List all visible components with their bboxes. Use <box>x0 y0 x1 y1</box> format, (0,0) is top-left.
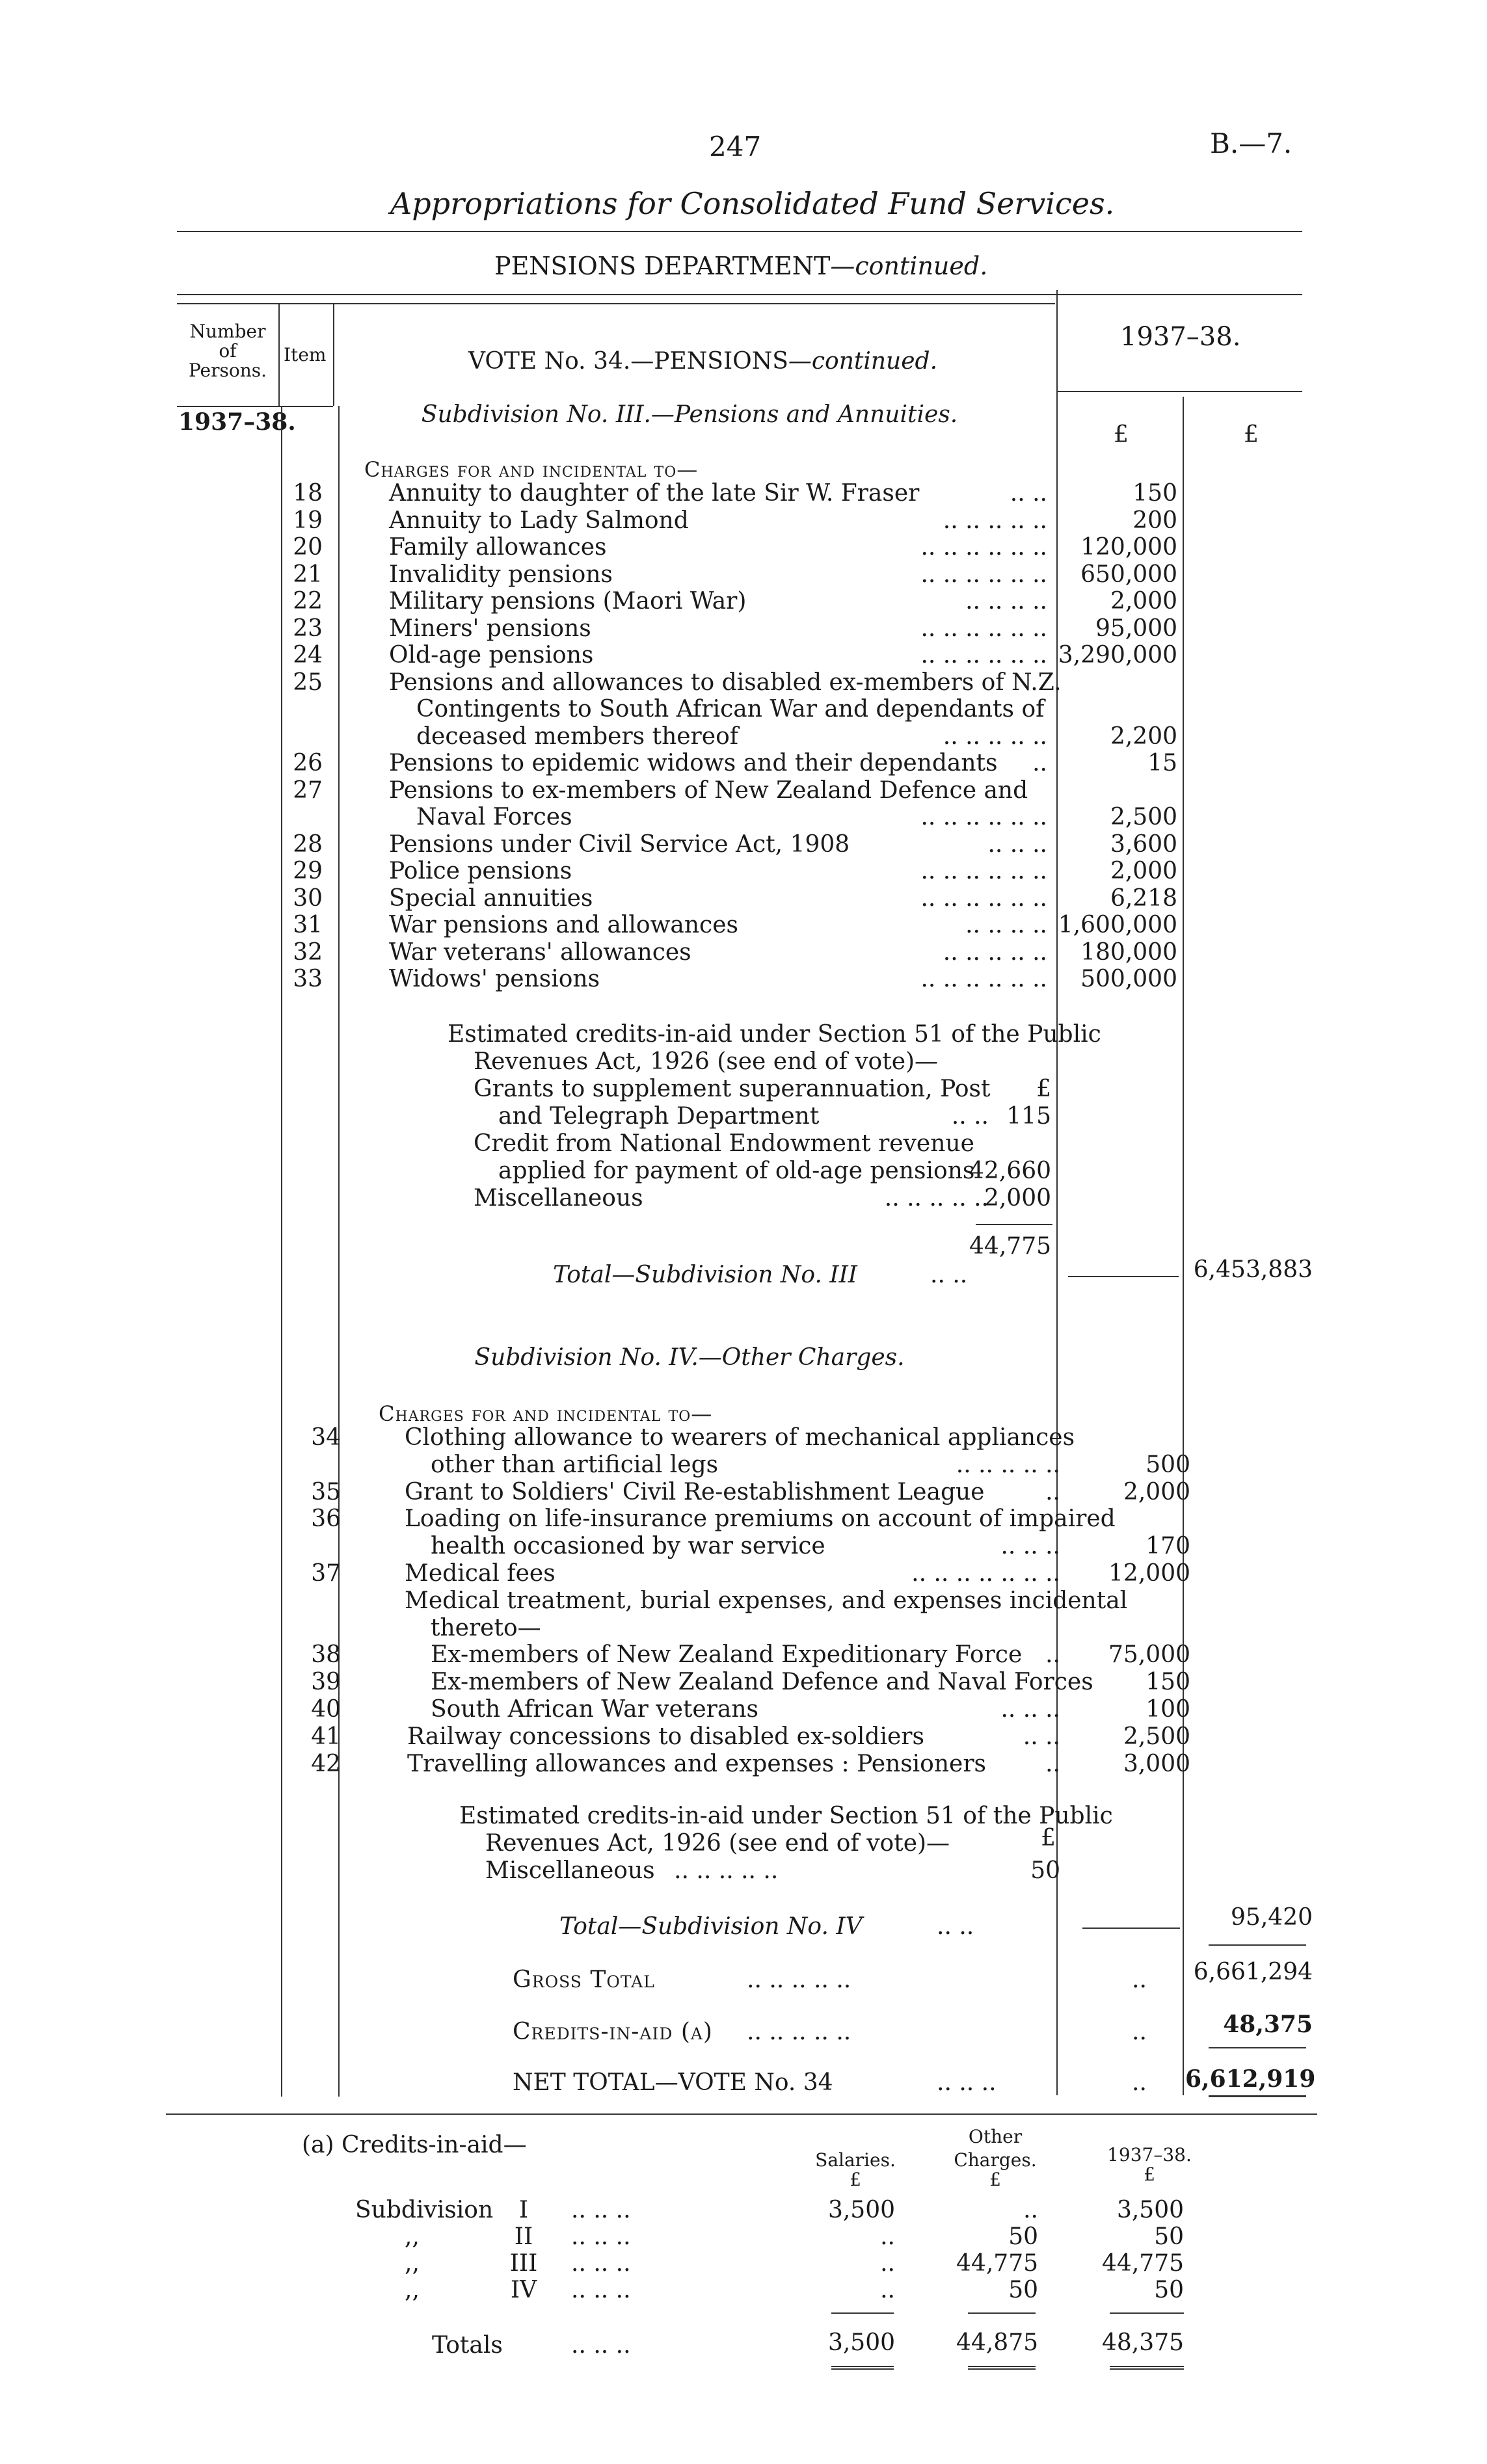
vote-title-main: VOTE No. 34.—PENSIONS <box>468 348 788 375</box>
rule <box>831 2366 894 2370</box>
leader-dots: .. .. .. <box>987 830 1047 858</box>
credits-miscellaneous-amount: 50 <box>1030 1857 1060 1884</box>
item-amount: 12,000 <box>1108 1560 1190 1587</box>
item-amount: 15 <box>1147 750 1177 776</box>
gross-total: 6,661,294 <box>1193 1959 1313 1985</box>
footnote-row-name: ,, <box>405 2223 420 2250</box>
footnote-pound-year: £ <box>1144 2164 1155 2185</box>
rule <box>1209 2095 1306 2097</box>
leader-dots: .. .. .. <box>571 2197 631 2223</box>
item-number: 21 <box>293 561 323 588</box>
footnote-row-roman: III <box>509 2250 538 2277</box>
footnote-row-salaries: .. <box>880 2250 895 2277</box>
item-amount: 75,000 <box>1108 1641 1190 1669</box>
item-label: Railway concessions to disabled ex-soldiers <box>407 1723 924 1750</box>
item-label: Annuity to daughter of the late Sir W. Fraser <box>389 480 920 507</box>
footnote-row-other: 50 <box>1008 2277 1038 2303</box>
leader-dots: .. .. .. .. .. .. <box>920 534 1047 561</box>
item-number: 41 <box>311 1723 341 1750</box>
leader-dots: .. .. .. <box>1000 1533 1060 1560</box>
credits-in-aid: 48,375 <box>1223 2011 1313 2038</box>
item-label: South African War veterans <box>431 1696 759 1723</box>
item-amount: 3,290,000 <box>1058 642 1177 669</box>
footnote-total-other: 44,875 <box>956 2329 1038 2356</box>
item-label: Medical treatment, burial expenses, and expenses incidental <box>405 1587 1128 1614</box>
item-number: 29 <box>293 858 323 884</box>
item-label: Pensions under Civil Service Act, 1908 <box>389 830 850 858</box>
footnote-pound-other: £ <box>989 2169 1001 2190</box>
rule <box>177 303 1055 304</box>
rule <box>166 2113 1317 2115</box>
footnote-col-other-1: Other <box>968 2126 1023 2147</box>
item-label: Pensions to ex-members of New Zealand Defence and <box>389 776 1028 804</box>
item-amount: 2,000 <box>1110 858 1177 884</box>
leader-dots: .. .. .. <box>571 2250 631 2277</box>
leader-dots: .. .. .. .. .. .. <box>920 615 1047 642</box>
rule <box>1110 2366 1184 2370</box>
item-amount: 6,218 <box>1110 884 1177 912</box>
item-label: Ex-members of New Zealand Expeditionary Force <box>431 1641 1023 1669</box>
credits-miscellaneous-label: Miscellaneous <box>485 1857 655 1884</box>
subdivision-4-heading: Subdivision No. IV.—Other Charges. <box>474 1344 905 1371</box>
rule <box>1082 1927 1180 1929</box>
item-label: Pensions and allowances to disabled ex-members of N.Z. <box>389 669 1062 696</box>
rule <box>831 2312 894 2314</box>
item-number: 27 <box>293 776 323 804</box>
item-number: 42 <box>311 1750 341 1777</box>
subdivision-4-total: 95,420 <box>1231 1904 1313 1931</box>
footnote-col-year: 1937–38. <box>1107 2144 1192 2166</box>
subdivision-3-total-label: Total—Subdivision No. III <box>553 1262 858 1288</box>
document-reference: B.—7. <box>1210 127 1293 159</box>
subdivision-3-heading: Subdivision No. III.—Pensions and Annuities. <box>421 401 958 428</box>
leader-dots: .. .. .. .. .. .. <box>920 642 1047 669</box>
net-total-mid-dots: .. <box>1132 2069 1147 2096</box>
leader-dots: .. <box>1045 1478 1060 1505</box>
net-total-label: NET TOTAL—VOTE No. 34 <box>513 2069 833 2096</box>
subdivision-3-charges: Charges for and incidental to— <box>364 457 699 482</box>
credits-intro-line-2: Revenues Act, 1926 (see end of vote)— <box>485 1830 950 1857</box>
item-number: 24 <box>293 642 323 669</box>
credits-miscellaneous-dots: .. .. .. .. .. <box>674 1857 779 1884</box>
item-amount: 3,600 <box>1110 830 1177 858</box>
item-number: 31 <box>293 912 323 938</box>
item-amount: 2,200 <box>1110 722 1177 750</box>
item-number: 26 <box>293 750 323 776</box>
item-amount: 1,600,000 <box>1058 912 1177 938</box>
item-label: Medical fees <box>405 1560 556 1587</box>
subdivision-4-charges: Charges for and incidental to— <box>379 1401 713 1426</box>
credit-label: applied for payment of old-age pensions <box>498 1158 975 1184</box>
item-amount: 2,500 <box>1110 804 1177 830</box>
item-number: 37 <box>311 1560 341 1587</box>
item-number: 35 <box>311 1478 341 1505</box>
credits-intro-line-1: Estimated credits-in-aid under Section 51 of the Public <box>448 1021 1101 1048</box>
item-label: Widows' pensions <box>389 966 600 992</box>
rule <box>1209 2047 1306 2048</box>
item-label: War veterans' allowances <box>389 938 691 966</box>
footnote-pound-salaries: £ <box>850 2169 861 2190</box>
credit-amount: 2,000 <box>984 1185 1051 1212</box>
credits-intro-line-1: Estimated credits-in-aid under Section 51 of the Public <box>459 1803 1113 1829</box>
item-number: 39 <box>311 1669 341 1696</box>
item-label: Annuity to Lady Salmond <box>389 507 689 534</box>
leader-dots: .. .. .. .. .. .. <box>920 858 1047 884</box>
rule <box>338 406 340 2097</box>
item-amount: 100 <box>1145 1696 1190 1723</box>
rule <box>1183 397 1184 2095</box>
item-number: 34 <box>311 1424 341 1451</box>
leader-dots: .. .. .. .. .. .. .. <box>911 1560 1060 1587</box>
subdivision-3-total-dots: .. .. <box>930 1262 968 1288</box>
item-amount: 500,000 <box>1080 966 1177 992</box>
item-amount: 95,000 <box>1095 615 1177 642</box>
subdivision-4-total-dots: .. .. <box>937 1913 974 1940</box>
footnote-row-year: 3,500 <box>1116 2197 1184 2223</box>
rule <box>177 294 1302 295</box>
footnote-col-salaries: Salaries. <box>815 2149 896 2171</box>
item-label: Military pensions (Maori War) <box>389 588 747 615</box>
item-number: 38 <box>311 1641 341 1669</box>
credits-pound-sign: £ <box>1041 1825 1056 1851</box>
item-amount: 2,000 <box>1123 1478 1190 1505</box>
vote-title <box>468 348 937 375</box>
rule <box>333 303 334 406</box>
credit-label: Grants to supplement superannuation, Post <box>474 1076 991 1102</box>
item-number: 25 <box>293 669 323 696</box>
item-label: deceased members thereof <box>416 722 739 750</box>
footnote-row-name: Subdivision <box>355 2197 494 2223</box>
item-amount: 3,000 <box>1123 1750 1190 1777</box>
rule <box>968 2312 1036 2314</box>
item-amount: 200 <box>1132 507 1177 534</box>
item-label: Pensions to epidemic widows and their dependants <box>389 750 998 776</box>
item-label: Invalidity pensions <box>389 561 613 588</box>
column-header-year: 1937–38. <box>1120 322 1241 352</box>
footnote-row-year: 44,775 <box>1102 2250 1184 2277</box>
credit-amount: £ <box>1036 1076 1051 1102</box>
credit-amount: 115 <box>1006 1103 1051 1130</box>
rule <box>1068 1276 1179 1277</box>
rule <box>1110 2312 1184 2314</box>
item-amount: 2,500 <box>1123 1723 1190 1750</box>
gross-total-dots: .. .. .. .. .. <box>747 1967 851 1993</box>
gross-total-label: Gross Total <box>513 1967 655 1993</box>
leader-dots: .. <box>1032 750 1047 776</box>
leader-dots: .. .. <box>951 1103 989 1130</box>
footnote-row-other: 50 <box>1008 2223 1038 2250</box>
department-heading <box>494 252 987 280</box>
subdivision-4-total-label: Total—Subdivision No. IV <box>559 1913 863 1940</box>
item-label: Special annuities <box>389 884 593 912</box>
rule <box>976 1224 1052 1225</box>
item-number: 23 <box>293 615 323 642</box>
item-amount: 120,000 <box>1080 534 1177 561</box>
leader-dots: .. .. .. .. <box>965 912 1047 938</box>
credits-total: 44,775 <box>969 1233 1051 1260</box>
footnote-row-roman: IV <box>510 2277 537 2303</box>
item-number: 30 <box>293 884 323 912</box>
footnote-total-salaries: 3,500 <box>827 2329 895 2356</box>
page-number: 247 <box>709 131 762 163</box>
item-label: Contingents to South African War and dependants of <box>416 696 1045 722</box>
item-number: 33 <box>293 966 323 992</box>
footnote-row-year: 50 <box>1154 2277 1184 2303</box>
page-title: Appropriations for Consolidated Fund Services. <box>390 186 1115 221</box>
item-amount: 150 <box>1132 480 1177 507</box>
credits-intro-line-2: Revenues Act, 1926 (see end of vote)— <box>474 1048 939 1075</box>
net-total: 6,612,919 <box>1185 2065 1316 2093</box>
item-label: thereto— <box>431 1614 541 1641</box>
gross-total-mid-dots: .. <box>1132 1967 1147 1993</box>
item-label: Loading on life-insurance premiums on account of impaired <box>405 1505 1116 1533</box>
column-header-item: Item <box>284 344 327 365</box>
footnote-row-other: 44,775 <box>956 2250 1038 2277</box>
leader-dots: .. <box>1045 1641 1060 1669</box>
footnote-row-salaries: 3,500 <box>827 2197 895 2223</box>
footnote-row-salaries: .. <box>880 2277 895 2303</box>
footnote-row-year: 50 <box>1154 2223 1184 2250</box>
item-number: 19 <box>293 507 323 534</box>
item-number: 40 <box>311 1696 341 1723</box>
item-number: 18 <box>293 480 323 507</box>
footnote-col-other-2: Charges. <box>954 2149 1037 2171</box>
item-amount: 170 <box>1145 1533 1190 1560</box>
item-label: Police pensions <box>389 858 572 884</box>
credits-miscellaneous <box>485 1857 778 1885</box>
credit-label: Miscellaneous <box>474 1185 643 1212</box>
leader-dots: .. .. .. .. .. .. <box>920 561 1047 588</box>
credit-amount: 42,660 <box>969 1158 1051 1184</box>
item-label: Naval Forces <box>416 804 572 830</box>
item-label: Family allowances <box>389 534 607 561</box>
footnote-row-roman: I <box>518 2197 529 2223</box>
item-number: 22 <box>293 588 323 615</box>
leader-dots: .. <box>1045 1750 1060 1777</box>
department-name: PENSIONS DEPARTMENT <box>494 252 831 280</box>
department-continued: —continued. <box>830 252 988 280</box>
rule <box>968 2366 1036 2370</box>
rule <box>1209 1944 1306 1946</box>
leader-dots: .. .. .. .. .. <box>943 722 1047 750</box>
leader-dots: .. .. <box>1010 480 1047 507</box>
item-amount: 500 <box>1145 1451 1190 1478</box>
subdivision-3-total: 6,453,883 <box>1193 1256 1313 1283</box>
rule <box>278 303 280 406</box>
item-label: Grant to Soldiers' Civil Re-establishment League <box>405 1478 985 1505</box>
credit-label: Credit from National Endowment revenue <box>474 1130 974 1157</box>
footnote-row-salaries: .. <box>880 2223 895 2250</box>
credits-in-aid-label: Credits-in-aid (a) <box>513 2019 713 2045</box>
item-label: War pensions and allowances <box>389 912 738 938</box>
item-number: 28 <box>293 830 323 858</box>
footnote-row-name: ,, <box>405 2250 420 2277</box>
footnote-row-other: .. <box>1023 2197 1038 2223</box>
leader-dots: .. .. .. .. .. <box>943 938 1047 966</box>
item-label: Miners' pensions <box>389 615 591 642</box>
item-label: health occasioned by war service <box>431 1533 825 1560</box>
footnote-total-year: 48,375 <box>1102 2329 1184 2356</box>
rule <box>177 406 333 407</box>
item-label: Travelling allowances and expenses : Pensioners <box>407 1750 987 1777</box>
leader-dots: .. .. <box>1023 1723 1060 1750</box>
item-amount: 150 <box>1145 1669 1190 1696</box>
footnote-row-roman: II <box>514 2223 533 2250</box>
footnote-row-name: ,, <box>405 2277 420 2303</box>
leader-dots: .. .. .. .. .. <box>943 507 1047 534</box>
year-left: 1937–38. <box>178 408 296 436</box>
leader-dots: .. .. .. <box>571 2277 631 2303</box>
leader-dots: .. .. .. <box>1000 1696 1060 1723</box>
rule <box>177 231 1302 232</box>
leader-dots: .. .. .. .. .. .. <box>920 884 1047 912</box>
leader-dots: .. .. .. <box>571 2223 631 2250</box>
item-amount: 180,000 <box>1080 938 1177 966</box>
item-label: Ex-members of New Zealand Defence and Naval Forces <box>431 1669 1093 1696</box>
pound-sign-col2: £ <box>1244 421 1259 448</box>
leader-dots: .. .. .. .. <box>965 588 1047 615</box>
leader-dots: .. .. .. .. .. .. <box>920 966 1047 992</box>
item-label: other than artificial legs <box>431 1451 719 1478</box>
net-total-dots: .. .. .. <box>937 2069 997 2096</box>
rule <box>1058 391 1302 392</box>
item-number: 36 <box>311 1505 341 1533</box>
credits-in-aid-dots: .. .. .. .. .. <box>747 2019 851 2045</box>
footnote-totals-label: Totals <box>432 2332 503 2359</box>
column-header-number-persons: Number of Persons. <box>188 321 267 381</box>
item-amount: 2,000 <box>1110 588 1177 615</box>
credits-in-aid-mid-dots: .. <box>1132 2019 1147 2045</box>
footnote-totals-dots: .. .. .. <box>571 2332 631 2359</box>
item-label: Old-age pensions <box>389 642 594 669</box>
item-amount: 650,000 <box>1080 561 1177 588</box>
leader-dots: .. .. .. .. .. <box>956 1451 1060 1478</box>
item-number: 32 <box>293 938 323 966</box>
item-label: Clothing allowance to wearers of mechanical appliances <box>405 1424 1075 1451</box>
vote-title-continued: —continued. <box>788 348 938 375</box>
leader-dots: .. .. .. .. .. <box>884 1185 989 1212</box>
leader-dots: .. .. .. .. .. .. <box>920 804 1047 830</box>
credit-label: and Telegraph Department <box>498 1103 820 1130</box>
item-number: 20 <box>293 534 323 561</box>
footnote-label: (a) Credits-in-aid— <box>302 2132 527 2158</box>
pound-sign-col1: £ <box>1114 421 1129 448</box>
